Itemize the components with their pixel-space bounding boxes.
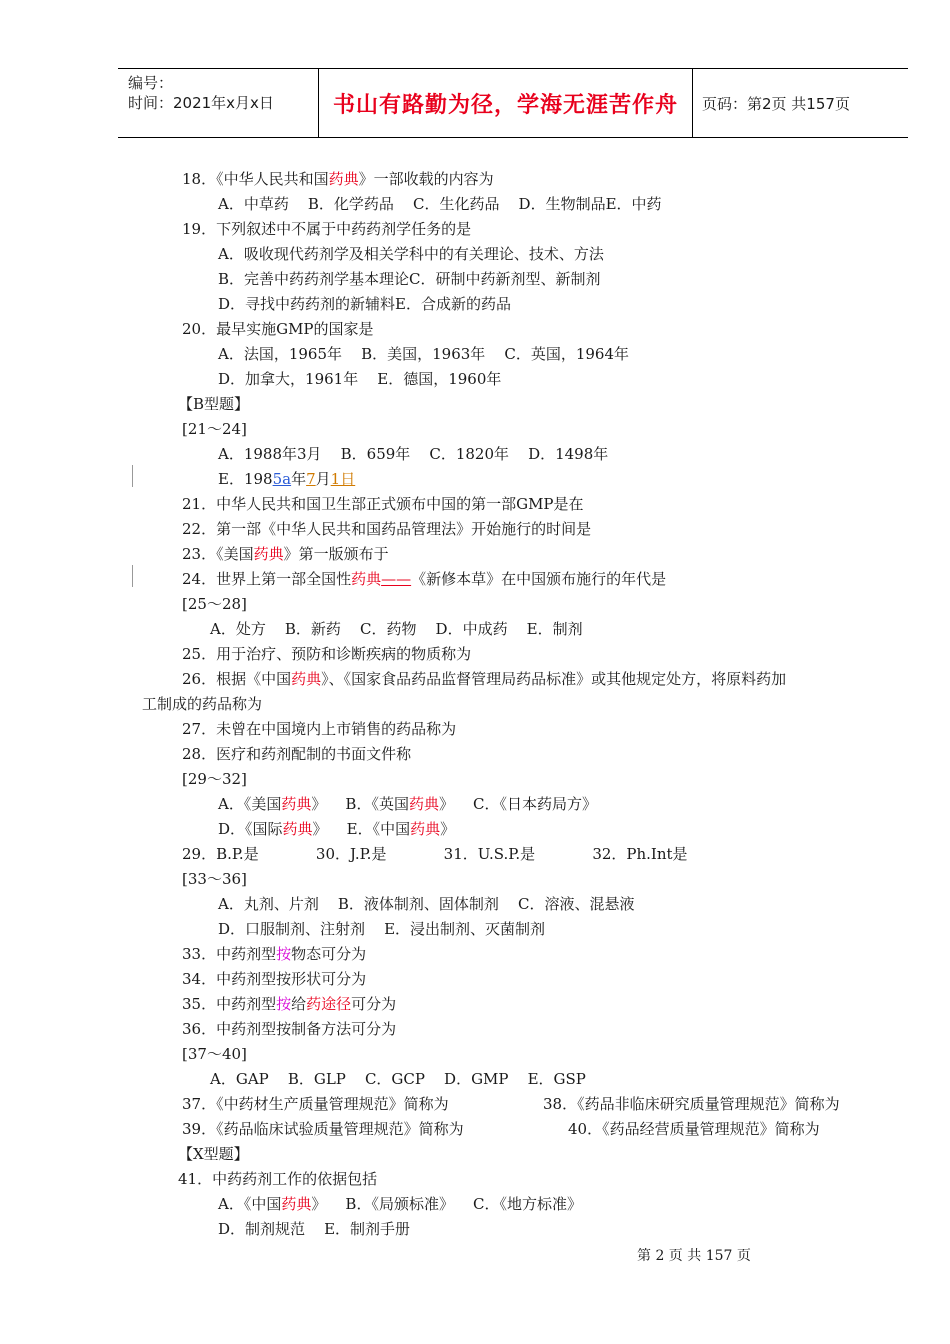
- page-header: [118, 68, 908, 138]
- group-37-40: [37～40]: [182, 1045, 247, 1063]
- questions-29-32: 29．B.P.是 30．J.P.是 31．U.S.P.是 32．Ph.Int是: [182, 845, 688, 863]
- question-22: 22．第一部《中华人民共和国药品管理法》开始施行的时间是: [182, 520, 592, 538]
- group-21-24: [21～24]: [182, 420, 247, 438]
- group-33-36: [33～36]: [182, 870, 247, 888]
- question-41-option-d: D．制剂规范 E．制剂手册: [218, 1220, 411, 1238]
- group-29-32: [29～32]: [182, 770, 247, 788]
- doc-number: 编号：: [128, 74, 174, 92]
- question-24: 24．世界上第一部全国性药典——《新修本草》在中国颁布施行的年代是: [182, 570, 667, 588]
- question-37: 37．《中药材生产质量管理规范》简称为: [182, 1095, 449, 1113]
- group-21-options: A．1988年3月 B．659年 C．1820年 D．1498年: [218, 445, 609, 463]
- group-33-option-a: A．丸剂、片剂 B．液体制剂、固体制剂 C．溶液、混悬液: [218, 895, 635, 913]
- revision-mark: [132, 565, 133, 587]
- group-29-option-a: A．《美国药典》 B．《英国药典》 C．《日本药局方》: [218, 795, 598, 813]
- question-19-option-b: B．完善中药药剂学基本理论C．研制中药新剂型、新制剂: [218, 270, 601, 288]
- question-28: 28．医疗和药剂配制的书面文件称: [182, 745, 412, 763]
- question-33: 33．中药剂型按物态可分为: [182, 945, 367, 963]
- question-19: 19．下列叙述中不属于中药药剂学任务的是: [182, 220, 472, 238]
- group-33-option-d: D．口服制剂、注射剂 E．浸出制剂、灭菌制剂: [218, 920, 546, 938]
- question-19-option-d: D．寻找中药药剂的新辅料E．合成新的药品: [218, 295, 511, 313]
- header-divider: [692, 69, 693, 137]
- question-21: 21．中华人民共和国卫生部正式颁布中国的第一部GMP是在: [182, 495, 584, 513]
- question-20: 20．最早实施GMP的国家是: [182, 320, 374, 338]
- doc-date: 时间：2021年x月x日: [128, 94, 274, 112]
- question-23: 23．《美国药典》第一版颁布于: [182, 545, 389, 563]
- group-29-option-d: D．《国际药典》 E．《中国药典》: [218, 820, 456, 838]
- question-19-option-a: A．吸收现代药剂学及相关学科中的有关理论、技术、方法: [218, 245, 604, 263]
- header-motto: 书山有路勤为径，学海无涯苦作舟: [332, 92, 678, 118]
- question-35: 35．中药剂型按给药途径可分为: [182, 995, 397, 1013]
- header-page-info: 页码：第2页 共157页: [702, 94, 850, 113]
- question-34: 34．中药剂型按形状可分为: [182, 970, 367, 988]
- question-26: 26．根据《中国药典》、《国家食品药品监督管理局药品标准》或其他规定处方，将原料药加: [182, 670, 787, 688]
- question-25: 25．用于治疗、预防和诊断疾病的物质称为: [182, 645, 472, 663]
- question-20-option-d: D．加拿大，1961年 E．德国，1960年: [218, 370, 502, 388]
- header-meta: [128, 73, 274, 113]
- question-36: 36．中药剂型按制备方法可分为: [182, 1020, 397, 1038]
- group-21-option-e: E．1985a年7月1日: [218, 470, 356, 488]
- question-41: 41．中药药剂工作的依据包括: [178, 1170, 378, 1188]
- question-41-option-a: A．《中国药典》 B．《局颁标准》 C．《地方标准》: [218, 1195, 583, 1213]
- question-18-options: A．中草药 B．化学药品 C．生化药品 D．生物制品E．中药: [218, 195, 662, 213]
- question-40: 40．《药品经营质量管理规范》简称为: [568, 1120, 820, 1138]
- section-x-type: 【X型题】: [178, 1145, 249, 1163]
- question-18: 18．《中华人民共和国药典》一部收载的内容为: [182, 170, 494, 188]
- group-25-options: A．处方 B．新药 C．药物 D．中成药 E．制剂: [210, 620, 583, 638]
- section-b-type: 【B型题】: [178, 395, 250, 413]
- group-37-options: A．GAP B．GLP C．GCP D．GMP E．GSP: [210, 1070, 586, 1088]
- question-27: 27．未曾在中国境内上市销售的药品称为: [182, 720, 457, 738]
- question-26-continued: 工制成的药品称为: [142, 695, 263, 713]
- group-25-28: [25～28]: [182, 595, 247, 613]
- revision-mark: [132, 465, 133, 487]
- question-20-option-a: A．法国，1965年 B．美国，1963年 C．英国，1964年: [218, 345, 630, 363]
- question-38: 38．《药品非临床研究质量管理规范》简称为: [543, 1095, 840, 1113]
- page-footer: 第 2 页 共 157 页: [637, 1248, 751, 1264]
- question-39: 39．《药品临床试验质量管理规范》简称为: [182, 1120, 464, 1138]
